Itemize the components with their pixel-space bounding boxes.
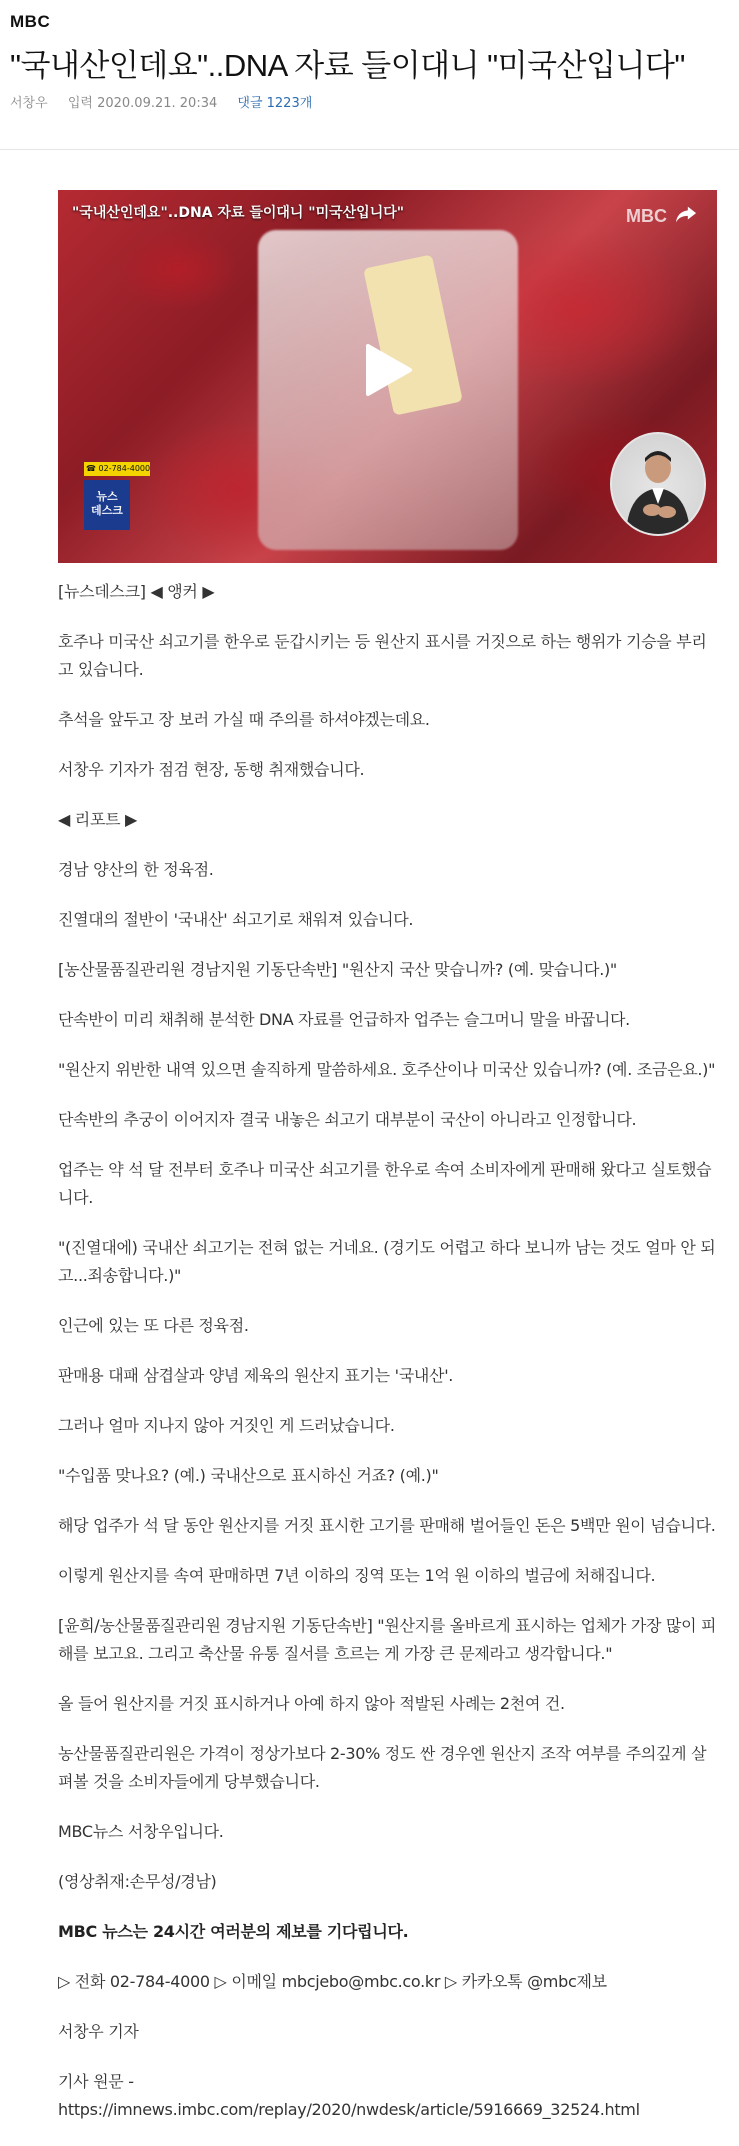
news-desk-line: 데스크 (91, 504, 123, 517)
article-paragraph: (영상취재:손무성/경남) (58, 1872, 217, 1891)
article-paragraph: "(진열대에) 국내산 쇠고기는 전혀 없는 거네요. (경기도 어렵고 하다 보니까 남는 것도 얼마 안 되고...죄송합니다.)" (58, 1238, 716, 1285)
article-paragraph: 그러나 얼마 지나지 않아 거짓인 게 드러났습니다. (58, 1416, 395, 1435)
article-paragraph: 경남 양산의 한 정육점. (58, 860, 214, 879)
article-paragraph: 업주는 약 석 달 전부터 호주나 미국산 쇠고기를 한우로 속여 소비자에게 판매해 왔다고 실토했습니다. (58, 1160, 712, 1207)
article-paragraph: 올 들어 원산지를 거짓 표시하거나 아예 하지 않아 적발된 사례는 2천여 건. (58, 1694, 565, 1713)
article-meta (10, 92, 328, 111)
article-paragraph: 판매용 대패 삼겹살과 양념 제육의 원산지 표기는 '국내산'. (58, 1366, 454, 1385)
news-desk-line: 뉴스 (96, 490, 118, 503)
author-name: 서창우 (10, 96, 48, 111)
article-title: "국내산인데요"..DNA 자료 들이대니 "미국산입니다" (10, 48, 685, 83)
mbc-logo[interactable]: MBC (10, 12, 51, 31)
header-divider (0, 149, 739, 150)
article-paragraph: 해당 업주가 석 달 동안 원산지를 거짓 표시한 고기를 판매해 벌어들인 돈은 5백만 원이 넘습니다. (58, 1516, 716, 1535)
article-paragraph: "수입품 맞나요? (예.) 국내산으로 표시하신 거죠? (예.)" (58, 1466, 439, 1485)
article-paragraph: ◀ 리포트 ▶ (58, 810, 138, 829)
play-icon[interactable] (364, 342, 414, 398)
interpreter-figure (612, 434, 704, 534)
share-icon[interactable] (675, 204, 697, 224)
video-player[interactable] (58, 190, 717, 563)
sign-language-interpreter (610, 432, 706, 536)
article-paragraph: 인근에 있는 또 다른 정육점. (58, 1316, 249, 1335)
article-paragraph: 서창우 기자가 점검 현장, 동행 취재했습니다. (58, 760, 365, 779)
video-title: "국내산인데요"..DNA 자료 들이대니 "미국산입니다" (72, 205, 405, 221)
news-desk-badge (84, 462, 151, 536)
article-paragraph: MBC뉴스 서창우입니다. (58, 1822, 224, 1841)
news-phone: ☎ 02-784-4000 (84, 462, 150, 476)
comments-link[interactable]: 댓글 1223개 (237, 96, 313, 111)
news-desk-label (84, 480, 130, 530)
article-header (0, 0, 739, 120)
tip-call-to-action: MBC 뉴스는 24시간 여러분의 제보를 기다립니다. (58, 1922, 409, 1941)
article-paragraph: [윤희/농산물품질관리원 경남지원 기동단속반] "원산지를 올바르게 표시하는 업체가 가장 많이 피해를 보고요. 그리고 축산물 유통 질서를 흐르는 게 가장 큰 문제라고 생각합니다." (58, 1616, 717, 1663)
article-paragraph: 진열대의 절반이 '국내산' 쇠고기로 채워져 있습니다. (58, 910, 414, 929)
article-paragraph: 단속반의 추궁이 이어지자 결국 내놓은 쇠고기 대부분이 국산이 아니라고 인정합니다. (58, 1110, 637, 1129)
article-paragraph: [농산물품질관리원 경남지원 기동단속반] "원산지 국산 맞습니까? (예. 맞습니다.)" (58, 960, 617, 979)
article-paragraph: 추석을 앞두고 장 보러 가실 때 주의를 하셔야겠는데요. (58, 710, 430, 729)
article-paragraph: 이렇게 원산지를 속여 판매하면 7년 이하의 징역 또는 1억 원 이하의 벌금에 처해집니다. (58, 1566, 656, 1585)
article-paragraph: 단속반이 미리 채취해 분석한 DNA 자료를 언급하자 업주는 슬그머니 말을 바꿉니다. (58, 1010, 630, 1029)
tip-contact-info: ▷ 전화 02-784-4000 ▷ 이메일 mbcjebo@mbc.co.kr ▷ 카카오톡 @mbc제보 (58, 1972, 607, 1991)
publish-date: 입력 2020.09.21. 20:34 (67, 96, 218, 111)
reporter-byline: 서창우 기자 (58, 2022, 139, 2041)
article-body (58, 578, 718, 2146)
article-paragraph: 호주나 미국산 쇠고기를 한우로 둔갑시키는 등 원산지 표시를 거짓으로 하는 행위가 기승을 부리고 있습니다. (58, 632, 707, 679)
article-paragraph: [뉴스데스크] ◀ 앵커 ▶ (58, 582, 215, 601)
source-link[interactable]: 기사 원문 - https://imnews.imbc.com/replay/2020/nwdesk/article/5916669_32524.html (58, 2072, 640, 2119)
video-watermark: MBC (626, 206, 667, 226)
article-paragraph: 농산물품질관리원은 가격이 정상가보다 2-30% 정도 싼 경우엔 원산지 조작 여부를 주의깊게 살펴볼 것을 소비자들에게 당부했습니다. (58, 1744, 707, 1791)
article-paragraph: "원산지 위반한 내역 있으면 솔직하게 말씀하세요. 호주산이나 미국산 있습니까? (예. 조금은요.)" (58, 1060, 716, 1079)
